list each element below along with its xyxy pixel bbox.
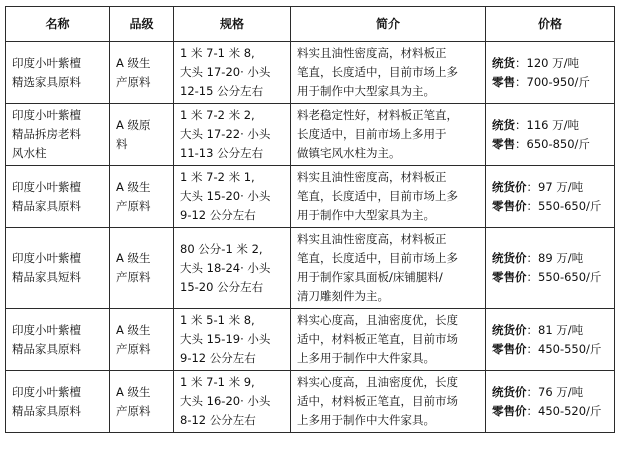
grade-line: 产原料 [116,341,151,356]
table-row [6,228,615,309]
name-cell [6,228,110,309]
header-name: 名称 [6,7,110,42]
table-row [6,166,615,228]
wholesale-price [492,383,608,402]
description-line: 用于制作中大型家具为主。 [297,84,435,98]
spec-line: 大头 18-24· 小头 [180,260,271,275]
table-row [6,309,615,371]
spec-line: 1 米 7-2 米 1, [180,170,255,184]
name-line: 精品拆房老料 [12,127,81,141]
spec-line: 大头 15-19· 小头 [180,332,271,346]
name-line: 印度小叶紫檀 [12,251,81,265]
price-value: ：550-650/斤 [526,198,602,213]
spec-cell [174,371,291,433]
name-line: 精品家具原料 [12,403,81,418]
name-line: 风水柱 [12,146,47,160]
spec-cell [174,166,291,228]
name-line: 印度小叶紫檀 [12,322,81,337]
description-line: 上多用于制作中大件家具。 [297,351,435,365]
price-label: 零售价 [492,270,527,284]
table-row [6,104,615,166]
price-value: ：700-950/斤 [515,74,590,89]
description-cell [291,166,486,228]
description-cell [291,42,486,104]
price-cell [486,166,615,228]
name-cell [6,166,110,228]
price-label: 零售 [492,74,515,89]
price-value: ：450-550/斤 [526,341,602,356]
description-line: 料实心度高，且油密度优，长度 [297,375,458,389]
name-cell [6,104,110,166]
name-cell [6,309,110,371]
description-line: 用于制作中大型家具为主。 [297,208,435,222]
retail-price [492,135,608,154]
wholesale-price [492,116,608,135]
price-label: 零售 [492,136,515,151]
grade-line: 产原料 [116,403,151,418]
name-cell [6,371,110,433]
price-cell [486,104,615,166]
wholesale-price [492,249,608,268]
grade-line: A 级生 [116,55,151,70]
price-label: 统货价 [492,179,527,194]
description-line: 料老稳定性好，材料板正笔直， [297,108,458,122]
price-value: ：76 万/吨 [526,384,584,399]
spec-line: 1 米 7-1 米 8, [180,46,255,60]
grade-line: 产原料 [116,198,151,213]
price-label: 零售价 [492,198,527,213]
retail-price [492,73,608,92]
price-label: 零售价 [492,341,527,356]
grade-cell [110,42,174,104]
spec-line: 1 米 5-1 米 8, [180,313,255,327]
price-label: 统货价 [492,322,527,337]
price-label: 零售价 [492,403,527,418]
price-value: ：81 万/吨 [526,322,584,337]
description-line: 料实心度高，且油密度优，长度 [297,313,458,327]
price-label: 统货 [492,55,515,70]
grade-line: 产原料 [116,270,151,284]
description-cell [291,104,486,166]
name-line: 精品家具短料 [12,270,81,284]
header-description: 简介 [291,7,486,42]
retail-price [492,268,608,287]
grade-line: A 级原 [116,117,151,132]
price-value: ：97 万/吨 [526,179,584,194]
description-line: 笔直，长度适中，目前市场上多 [297,65,458,79]
price-value: ：650-850/斤 [515,136,590,151]
spec-line: 大头 15-20· 小头 [180,189,271,203]
spec-line: 8-12 公分左右 [180,413,256,427]
grade-line: A 级生 [116,251,151,265]
spec-line: 大头 17-22· 小头 [180,127,271,141]
retail-price [492,197,608,216]
price-value: ：550-650/斤 [526,270,602,284]
retail-price [492,340,608,359]
price-cell [486,371,615,433]
description-line: 用于制作家具面板/床铺腿料/ [297,270,443,284]
description-line: 长度适中，目前市场上多用于 [297,127,447,141]
spec-line: 1 米 7-1 米 9, [180,375,255,389]
description-line: 料实且油性密度高，材料板正 [297,170,447,184]
name-line: 印度小叶紫檀 [12,384,81,399]
spec-line: 11-13 公分左右 [180,146,264,160]
spec-line: 大头 17-20· 小头 [180,65,271,79]
name-line: 印度小叶紫檀 [12,108,81,122]
grade-cell [110,166,174,228]
name-line: 印度小叶紫檀 [12,55,81,70]
price-value: ：116 万/吨 [515,117,579,132]
price-cell [486,309,615,371]
name-line: 精选家具原料 [12,74,81,89]
description-line: 做镇宅风水柱为主。 [297,146,401,160]
grade-line: A 级生 [116,322,151,337]
grade-cell [110,309,174,371]
spec-line: 9-12 公分左右 [180,351,256,365]
grade-line: A 级生 [116,384,151,399]
description-line: 料实且油性密度高，材料板正 [297,46,447,60]
grade-line: A 级生 [116,179,151,194]
spec-line: 9-12 公分左右 [180,208,256,222]
price-value: ：89 万/吨 [526,251,584,265]
price-label: 统货 [492,117,515,132]
description-cell [291,309,486,371]
spec-line: 12-15 公分左右 [180,84,264,98]
price-cell [486,42,615,104]
header-row [6,7,615,42]
description-line: 适中，材料板正笔直，目前市场 [297,332,458,346]
spec-cell [174,104,291,166]
spec-line: 15-20 公分左右 [180,279,264,294]
description-line: 清刀雕刻件为主。 [297,289,389,303]
spec-line: 大头 16-20· 小头 [180,394,271,408]
price-label: 统货价 [492,251,527,265]
grade-line: 产原料 [116,74,151,89]
wholesale-price [492,178,608,197]
name-line: 精品家具原料 [12,198,81,213]
price-cell [486,228,615,309]
grade-cell [110,371,174,433]
description-line: 适中，材料板正笔直，目前市场 [297,394,458,408]
spec-line: 80 公分-1 米 2, [180,241,263,256]
name-line: 印度小叶紫檀 [12,179,81,194]
grade-line: 料 [116,136,128,151]
price-value: ：120 万/吨 [515,55,579,70]
header-grade: 品级 [110,7,174,42]
price-value: ：450-520/斤 [526,403,602,418]
spec-cell [174,309,291,371]
description-line: 笔直，长度适中，目前市场上多 [297,251,458,265]
price-table [5,6,615,433]
description-line: 上多用于制作中大件家具。 [297,413,435,427]
header-price: 价格 [486,7,615,42]
grade-cell [110,104,174,166]
spec-cell [174,42,291,104]
wholesale-price [492,321,608,340]
description-cell [291,371,486,433]
wholesale-price [492,54,608,73]
grade-cell [110,228,174,309]
name-cell [6,42,110,104]
table-row [6,371,615,433]
table-row [6,42,615,104]
spec-cell [174,228,291,309]
name-line: 精品家具原料 [12,341,81,356]
description-cell [291,228,486,309]
spec-line: 1 米 7-2 米 2, [180,108,255,122]
description-line: 料实且油性密度高，材料板正 [297,232,447,246]
retail-price [492,402,608,421]
description-line: 笔直，长度适中，目前市场上多 [297,189,458,203]
header-spec: 规格 [174,7,291,42]
price-label: 统货价 [492,384,527,399]
